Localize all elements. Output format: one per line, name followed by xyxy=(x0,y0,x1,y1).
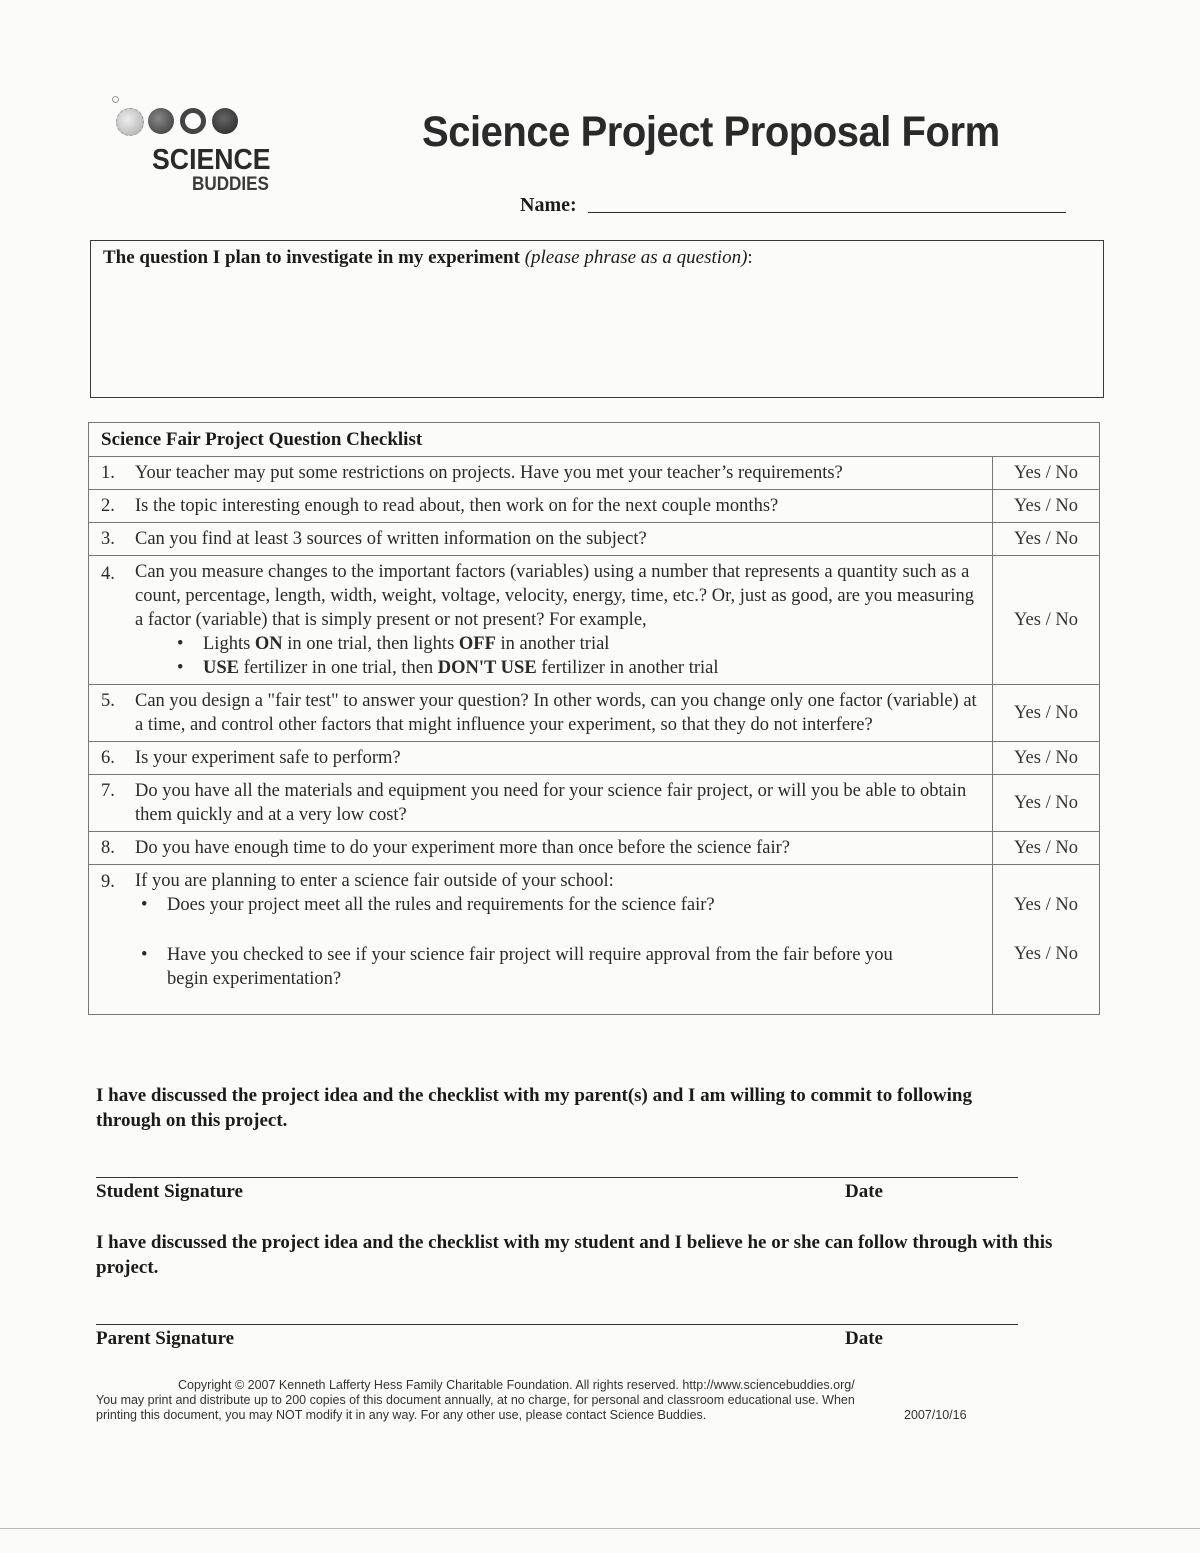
checklist-question xyxy=(89,457,993,490)
yes-no-answer[interactable]: Yes / No xyxy=(1014,895,1078,915)
yes-no-answer[interactable]: Yes / No xyxy=(1014,944,1078,964)
question-text: Your teacher may put some restrictions on projects. Have you met your teacher’s requirements? xyxy=(135,463,843,483)
checklist-row xyxy=(89,685,1100,742)
checklist-question xyxy=(89,775,993,832)
copyright-line: printing this document, you may NOT modify it in any way. For any other use, please contact Science Buddies. xyxy=(96,1408,707,1422)
question-hint: (please phrase as a question) xyxy=(524,247,748,268)
question-label: The question I plan to investigate in my experiment xyxy=(103,247,520,268)
question-number: 7. xyxy=(101,781,115,801)
student-signature-line[interactable] xyxy=(96,1177,1018,1178)
name-label: Name: xyxy=(520,194,577,216)
checklist-question xyxy=(89,490,993,523)
logo-word-science: SCIENCE xyxy=(152,144,271,176)
question-text: Do you have all the materials and equipment you need for your science fair project, or will you be able to obtain them quickly and at a very low cost? xyxy=(135,781,967,825)
sub-question: • Have you checked to see if your science fair project will require approval from the fair before you begin experimentation? xyxy=(135,943,982,991)
checklist-row xyxy=(89,457,1100,490)
question-number: 6. xyxy=(101,748,115,768)
checklist-row xyxy=(89,490,1100,523)
checklist-question xyxy=(89,556,993,685)
yes-no-column xyxy=(993,865,1100,1015)
question-number: 4. xyxy=(101,564,115,584)
checklist-row xyxy=(89,832,1100,865)
logo-word-buddies: BUDDIES xyxy=(192,174,269,195)
checklist-question xyxy=(89,685,993,742)
page-title: Science Project Proposal Form xyxy=(422,108,1000,156)
question-text: Can you find at least 3 sources of written information on the subject? xyxy=(135,529,647,549)
checklist-row xyxy=(89,742,1100,775)
student-commitment: I have discussed the project idea and the checklist with my parent(s) and I am willing to commit to following through on this project. xyxy=(96,1085,972,1131)
checklist-question xyxy=(89,832,993,865)
scan-edge xyxy=(0,1528,1200,1529)
question-number: 1. xyxy=(101,463,115,483)
science-buddies-logo xyxy=(108,96,278,206)
example-text: fertilizer in another trial xyxy=(536,658,719,678)
question-text: Can you measure changes to the important factors (variables) using a number that represents a quantity such as a count, percentage, length, width, weight, voltage, velocity, energy, time, etc.? Or, just as good, are you measuring a factor (variable) that is simply present or not present? For example, xyxy=(135,562,975,630)
checklist-question xyxy=(89,742,993,775)
yes-no-answer[interactable]: Yes / No xyxy=(993,775,1100,832)
question-number: 3. xyxy=(101,529,115,549)
example-item xyxy=(203,656,982,680)
checklist-row xyxy=(89,523,1100,556)
example-text: fertilizer in one trial, then xyxy=(239,658,438,678)
parent-signature-line[interactable] xyxy=(96,1324,1018,1325)
question-box[interactable] xyxy=(90,240,1104,398)
question-prompt xyxy=(103,247,753,269)
student-date-label: Date xyxy=(845,1181,883,1202)
parent-signature-label: Parent Signature xyxy=(96,1328,235,1349)
copyright-line: Copyright © 2007 Kenneth Lafferty Hess Family Charitable Foundation. All rights reserved. http://www.sciencebuddies.org/ xyxy=(178,1378,855,1392)
parent-date-label: Date xyxy=(845,1328,883,1349)
question-colon: : xyxy=(747,247,753,268)
example-text: in another trial xyxy=(495,634,610,654)
checklist-question xyxy=(89,865,993,1015)
question-text: Is the topic interesting enough to read about, then work on for the next couple months? xyxy=(135,496,779,516)
question-number: 9. xyxy=(101,872,115,892)
parent-commitment: I have discussed the project idea and the checklist with my student and I believe he or she can follow through with this project. xyxy=(96,1232,1053,1278)
checklist-header: Science Fair Project Question Checklist xyxy=(89,423,1100,457)
checklist-row xyxy=(89,775,1100,832)
logo-circles-icon xyxy=(108,96,268,136)
example-keyword: ON xyxy=(254,634,283,654)
yes-no-answer[interactable]: Yes / No xyxy=(993,457,1100,490)
sub-question: • Does your project meet all the rules and requirements for the science fair? xyxy=(135,893,982,917)
student-signature-label: Student Signature xyxy=(96,1181,243,1202)
document-date: 2007/10/16 xyxy=(904,1408,967,1422)
copyright-line-3 xyxy=(96,1408,1066,1423)
question-text: If you are planning to enter a science fair outside of your school: xyxy=(135,871,614,891)
checklist-header-row xyxy=(89,423,1100,457)
checklist-row xyxy=(89,865,1100,1015)
example-keyword: DON'T USE xyxy=(437,658,537,678)
question-text: Can you design a "fair test" to answer your question? In other words, can you change only one factor (variable) at a time, and control other factors that might influence your experiment, so that they do not interfere? xyxy=(135,691,977,735)
example-text: in one trial, then lights xyxy=(282,634,459,654)
example-keyword: OFF xyxy=(458,634,496,654)
example-text: Lights xyxy=(203,634,255,654)
copyright-notice xyxy=(96,1378,1066,1423)
question-number: 8. xyxy=(101,838,115,858)
question-number: 2. xyxy=(101,496,115,516)
yes-no-answer[interactable]: Yes / No xyxy=(993,742,1100,775)
copyright-line: You may print and distribute up to 200 copies of this document annually, at no charge, for personal and classroom educational use. When xyxy=(96,1393,855,1407)
yes-no-answer[interactable]: Yes / No xyxy=(993,523,1100,556)
yes-no-answer[interactable]: Yes / No xyxy=(993,556,1100,685)
checklist-table xyxy=(88,422,1100,1015)
example-list xyxy=(135,632,982,680)
question-text: Is your experiment safe to perform? xyxy=(135,748,401,768)
question-text: Do you have enough time to do your experiment more than once before the science fair? xyxy=(135,838,790,858)
checklist-row xyxy=(89,556,1100,685)
example-item xyxy=(203,632,982,656)
yes-no-answer[interactable]: Yes / No xyxy=(993,832,1100,865)
yes-no-answer[interactable]: Yes / No xyxy=(993,685,1100,742)
example-keyword: USE xyxy=(203,658,239,678)
checklist-question xyxy=(89,523,993,556)
yes-no-answer[interactable]: Yes / No xyxy=(993,490,1100,523)
name-field[interactable] xyxy=(588,212,1066,213)
question-number: 5. xyxy=(101,691,115,711)
